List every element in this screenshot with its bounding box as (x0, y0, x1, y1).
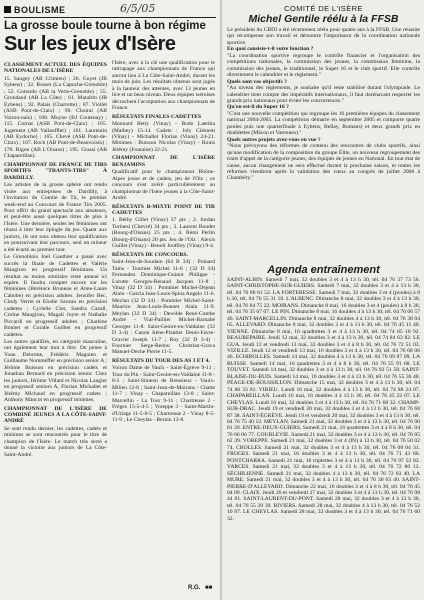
paragraph: Qualificatif pour le championnat Rhône-Alpes jeune et de cadets, jeu de l'Oiz ; ce concours s'est avéré particulièrement au championnat de l'Isère jeunes à la Côte-Saint-André. (112, 169, 215, 202)
paragraph: "C'est une nouvelle compétition qui regroupe les 16 premières équipes du classement national 2004-2005. La compétition démarre en septembre 2005 et comporte quatre poules puis une quarterfinale à Eybens, Bellay, Romans) et deux grands prix en doublettes (Mâcon et Varennes)." (227, 110, 420, 137)
paragraph: "Au niveau des règlements, je souhaite qu'il reste stabilisé durant l'olympiade. Le calendrier tient compte des impératifs internationaux, il faut dorénavant respecter les grands prix nationaux pour éviter les concurrences." (227, 85, 420, 104)
paragraph: 15. Saugey (AB Crimieu) ; 26. Guyet (JB Sybens) ; 32. Rosset (La Capuche-Grenoble) ; 52. Gottardo (AB la Verte-Grenoble) ; 55. Grondand (AB La Côte) ; 61. Mandrin (JB Eybens) ; 92. Palais (Charrette) ; 87. Viollet (ASB Pont-de-Claix) ; 90. Choiral (AB Voiron-nais) ; 108. Moyne (BJ Coutenay) ; 115. Cornat (ASB Pont-de-Claix) ; 165. Jugement (AB Vallauffler) ; 161. Laurentin (AB Eydoche) ; 165. Chevé (ASB Pont-de-Claix) ; 167. Roch (AB Pont-de-Beauvoisin) ; 170. Rigon (AB L'Oisans) ; 195. Grassi (AB Chapareillan). (4, 75, 107, 160)
paragraph: l'Isère, avec à la clé une qualification pour le rattrapage aux championnats de France qui auront lieu à La Côte-Saint-André, durant les mois de juin. Les résultats obtenus sont jugés à la hauteur des attentes, avec 13 jeunes en lice et un beau niveau. Deux équipes iséroises décrochent l'acceptation aux championnats de France. (112, 60, 215, 112)
end-mark: ■■ (205, 585, 213, 591)
interview-body (227, 27, 420, 261)
subsection-heading: RÉSULTATS DE CONCOURS. (112, 251, 188, 258)
square-bullet-icon (4, 6, 11, 13)
subsection-heading: RÉSULTATS B-MIXTE POINT DE TIR CADETTES (112, 203, 215, 216)
subsection-heading: RÉSULTATS FINALES CADETTES (112, 113, 202, 120)
paragraph: Les autres qualifiés, en catégorie masculine, ont également leur mot à dire. On pense à Yoan Delorme, Frédéric Magnien et Guillaume Nomméffer en précision senior A ; Jérôme Buisson en précision cadets et Jonathan Bernard en précision senior. Chez les juniors, Jérôme Villard et Nicolas Langier en progressif seniors A, Florian Michallet et Jérémy Michaud en progressif cadets ; Anthony Mancot en progressif minimes. (4, 339, 107, 404)
paragraph: Les artistes de la grosse sphère ont rendu visite aux entreprises de Dardilly, à l'invitation du Comité de Tir, le premier week-end au Concours de France Tirs 2005. Pour offrir du grand spectacle aux amateurs, et peut-être aussi quelques titres de plus à l'Isère. Une dernière, seules les féminines ont réussi à tirer leur épingle du jeu. Quant aux juniors, ils ont tous obtenu leur qualification en poursuivant leur parcours, seul un mineur a été écarté au premier tour. (4, 182, 107, 253)
subsection-heading: CHAMPIONNAT DE L'ISÈRE BENJAMINS (112, 155, 215, 168)
article-subhead: La grosse boule tourne à bon régime (4, 20, 206, 32)
section-title: COMITÉ DE L'ISÈRE (284, 4, 363, 13)
handwritten-date: 6/5/05 (120, 2, 156, 15)
interview-question: En quoi consiste-t-il votre fonction ? (227, 46, 314, 53)
paragraph: Le président du CBDI a été récemment réélu pour quatre ans à la FFSB. Une réussite qui récompense son travail et démontre l'importance de la coordination nationale sportive. (227, 27, 420, 46)
agenda-body (227, 277, 420, 597)
paragraph: Voiron Dame de Vaulx - Saint-Égrève 9-11 ; Tour du Pin - Saint-Geoire-en-Valdaine 11-8 - 8-5 ; Saint-Simeon de Bressieux - Vaulx-Milieu 12-8 ; Saint-Jean-de-Moirans - Chatte 11-7 ; Vinay - Chapareillan 13-8 ; Saint-Marcellin - La Tour 9-11 ; Chartreuse 2 - Fréges 15-5-4-5 ; Voreppe 3 - Saint-Martin-d'Uriage 11-5-8-5 ; Chartreuse 2 - Vinay 8-5-11-9 ; Le Cheylas - Bernin 13-8. (112, 365, 215, 424)
subsection-heading: CHAMPIONNAT DE FRANCE DE TIRS SPORTIFS "TRANTS-TIRS" À DARDILLY. (4, 161, 107, 181)
article-column-2 (112, 60, 215, 594)
interview-question: Quels sont vos objectifs ? (227, 78, 287, 85)
paragraph: Le Grenoblois Joel Gauthier a passé avec succès la finale de Cadettes et Valérie Maugiron en progressif féminines. Un résultat au moins similaire reste amené ici espère. Il faudra compter encore sur les féminines (Bérénice Bruneau et Anne-Laure Cabobe) en précision adultes. Jennifer Bec, Cindy Verret et Elodie Saveau en précision cadettes ; Cyrielle Clot, Sandra Cazall, Corine Maugiron, Magali Joyre et Nathalie Piccardi en progressif adultes ; Charlène Bonnet et Coralie Guilhet en progressif cadettes. (4, 254, 107, 338)
section-kicker (4, 4, 66, 15)
paragraph: Se sont rendu dernier, les cadettes, cadets et minimes se sont rencontrés pour le titre de champion de l'Isère. Le match très serré a donné la victoire aux juniors de La Côte-Saint-André. (4, 425, 107, 458)
header-rule (4, 17, 216, 18)
article-headline: Michel Gentile réélu à la FFSB (248, 13, 399, 25)
subsection-heading: CLASSEMENT ACTUEL DES ÉQUIPES NATIONALES DE L'ISÈRE (4, 62, 107, 75)
article-column-1 (4, 60, 107, 594)
paragraph: Saint-Jean-de-Soudain (64 B 34) : Poinard Tams - Tournier Michel 11-6 ; (32 D 34) Fernandez Dominique-Guinot Philippe - Lurotte Georges-Renaud Jacques 11-8 ; Vinay (32 D 34) : Pommier Michel-Dejean Alain - Garcia Jean-Louis-Spina Angelo 11-6. Meylan (32 D 34) : Pommier Michel-Saint-Maurice Jean-Louis-Bonnet Alain 11-9. Meylan (32 D 34) : Dewilde René-Combe André - Vial-Paillier Michel-Barnabé Georges 11-8. Saint-Geoire-en-Valdaine (32 D 3-4) : Canon Irène-Plantier Denis-Favre-Gravier Joseph 11-7 ; Roy (32 D 3-4) : Fournier Serge-Bedou Christian-Grava Manuel-Deche Pierre 11-5. (112, 259, 215, 356)
agenda-heading: Agenda entraînement (267, 264, 380, 276)
interview-question: Quels autres projets avez-vous en vue ? (227, 136, 321, 143)
section-title: BOULISME (14, 4, 66, 15)
paragraph: 1. Béthy Gillet (Vinay) 37 pts ; 2. Jordan Torinesi (Chevré) 34 pts ; 3. Laurent Boudet (Bourg-d'Oisans) 25 pts ; 4. Rémi Perlin (Bourg-d'Oisans) 20 pts. Jeu de l'Oiz : Alexis Guillet (Vinay) - Benoît Jouffrey (Vinay) 9-4. (112, 217, 215, 250)
sports-article-right (223, 0, 424, 600)
article-headline: Sur les jeux d'Isère (4, 33, 176, 55)
paragraph: "La coordination sportive regroupe le contrôle financier et l'organisation des compétitions nationales, la commission des jeunes, la commission féminine, la commission des jeunes, le traditionnel, le Super 16 et le club sportif. Elle contrôle directement le calendrier et le règlement." (227, 52, 420, 79)
paragraph: "Nous prévoyons des réformes de contenu des rencontres de clubs sportifs, ainsi qu'une modification de la composition du groupe Élite, un nouveau regroupement des traits d'appel de la catégorie jeunes, des équipes de jeunes en National. En tout état de cause, aucun changement ne sera effectué durant la prochaine saison, et toutes les réformes viendront après la validation des vœux au congrès de juillet 2006 à Chambéry." (227, 143, 420, 182)
interview-question: Qu'en est-il du Super 16 ? (227, 104, 289, 111)
subsection-heading: CHAMPIONNAT DE L'ISÈRE DE COMBINÉ JEUNES À LA CÔTE-SAINT-ANDRÉ (4, 405, 107, 425)
page-divider (220, 0, 222, 600)
agenda-text: SAINT-ALBIN. Samedi 7 mai, 32 doubles 3 et 4 à 13 h 30, tél. 04 76 37 73 56. SAINT-CHRISTOPHE-SUR-GUIERS. Samedi 7 mai, 32 doubles 3 et 4 à 13 h 30, tél. 04 76 88 61 52. LA FORTERESSE. Samedi 7 mai, 32 doubles 3 et 4 (poules) à 8 h 30, tél. 04 76 55 31 10. L'ALBENC. Dimanche 8 mai, 32 doubles 3 et 4 à 13 h 30, tél. 04 76 64 75 22. MOIRANS. Dimanche 8 mai, 16 doubles 3 et 4 (poules) à 8 h 30, tél. 04 76 35 67 07. LE PIN. Dimanche 8 mai, 16 doubles 4 à 13 h 30, tél. 04 76 06 57 46. SAINT-MARCELLIN. Dimanche 8 mai, 32 doubles 4 à 13 h 30, tél. 04 76 38 04 65. ALLEVARD. Dimanche 8 mai, 32 doubles 3 et 4 à 13 h 30, tél. 04 76 45 11 40. VIENNE. Dimanche 8 mai, 16 quadrettes 3 et 4 à 13 h 30, tél. 04 74 85 18 92. BEAUREPAIRE. Jeudi 12 mai, 32 doubles 3 et 4 à 13 h 30, tél. 04 74 84 63 82. LE GUA. Jeudi 12 et vendredi 13 mai, 32 doubles 3 et 4 à 8 h 30, tél. 04 76 72 51 03. VIZILLE. Jeudi 12 et vendredi 13 mai, 16 doubles 3 et 4 à 13 h 30, tél. 04 76 68 06 46. ECHIROLLES. Samedi 14 mai, 32 doubles 4 à 13 h 30, tél. 04 76 09 87 09. LA BUISSE. Samedi 14 mai, 16 quadrettes 3 et 4 à 8 h 30, tél. 04 76 55 91 68. LE TOUVET. Samedi 14 mai, 32 doubles 3 et 4 à 13 h 30, tél. 04 76 92 51 58. SAINT-BLAISE-DU-BUIS. Samedi 14 mai, 16 doubles 3 et 4 à 13 h 30, tél. 04 76 55 36 48. PÉAGE-DE-ROUSSILLON. Dimanche 15 mai, 32 doubles 3 et 4 à 13 h 30, tél. 04 74 86 33 81. VIRIEU. Lundi 16 mai, 32 doubles 4 à 13 h 30, tél. 04 74 88 24 07. CHAPAREILLAN. Lundi 16 mai, 16 doubles 4 à 13 h 30, tél. 04 76 45 22 07. LE CHEYLAS. Lundi 16 mai, 32 doubles 3 et 4 à 13 h 30, tél. 04 76 71 60 32. CHAMP-SUR-DRAC. Jeudi 19 et vendredi 20 mai, 32 doubles 3 et 4 à 13 h 30, tél. 04 76 68 87 38. SAINT-ÉGRÈVE. Jeudi 19 et vendredi 20 mai, 32 doubles 3 et 4 à 13 h 30, tél. 04 76 75 40 12. MEYLAN. Samedi 21 mai, 32 doubles 3 et 4 à 13 h 30, tél. 04 76 90 81 20. ENTRE-DEUX-GUIERS. Samedi 21 mai, 16 quadrettes 3 et 4 à 8 h 30, tél. 04 76 66 06 77. COUBLEVIE. Samedi 21 mai, 32 doubles 3 et 4 à 13 h 30, tél. 04 76 05 62 39. VOREPPE. Samedi 21 mai, 32 doubles 3 et 4 (IN) à 13 h 30, tél. 04 76 50 02 74. CROLLES. Samedi 21 mai, 32 doubles 3 et 4 à 13 h 30, tél. 04 76 08 04 31. FROGES. Samedi 21 mai, 16 doubles 3 et 4 à 13 h 30, tél. 04 76 71 43 86. PONTCHARRA. Samedi 21 mai, 16 triplettes 3 et 4 à 13 h 30, tél. 04 76 97 52 83. VARCES. Samedi 21 mai, 32 doubles 3 et 4 à 13 h 30, tél. 04 76 72 80 12. SÉCHILIENNE. Samedi 21 mai, 32 doubles 4 à 13 h 30, tél. 04 76 72 03 40. LA MURE. Samedi 21 mai, 32 doubles 3 et 4 à 13 h 30, tél. 04 76 30 63 40. SAINT-PIERRE-D'ALLEVARD. Dimanche 22 mai, 16 doubles 3 et 4 à 8 h 30, tél. 04 76 45 04 09. CLAIX. Jeudi 26 et vendredi 27 mai, 32 doubles 3 et 4 à 13 h 30, tél. 04 76 98 44 81. SAINT-LAURENT-DU-PONT. Samedi 28 mai, 32 doubles 3 et 4 à 13 h 30, tél. 04 76 55 20 39. BIVIERS. Samedi 28 mai, 32 doubles 4 à 13 h 30, tél. 04 76 52 10 87. LE CHEYLAS. Samedi 28 mai, 32 doubles 3 et 4 à 13 h 30, tél. 04 76 71 60 32. (227, 277, 420, 522)
paragraph: Monnard Betty (Vinay) - Bodo Laetitia (Mathey) 15-14. Cadets : Joly Clément (Vinay) - Michallet Florian (Vinay) 24-21. Minimes : Buisson Nicolas (Vinay) - Rouis Jérémy (Fontaine) 22-21. (112, 121, 215, 153)
author-signature: R.G. (188, 585, 201, 591)
subsection-heading: RÉSULTATS DU TOUR DES AS 3 ET 4. (112, 357, 210, 364)
